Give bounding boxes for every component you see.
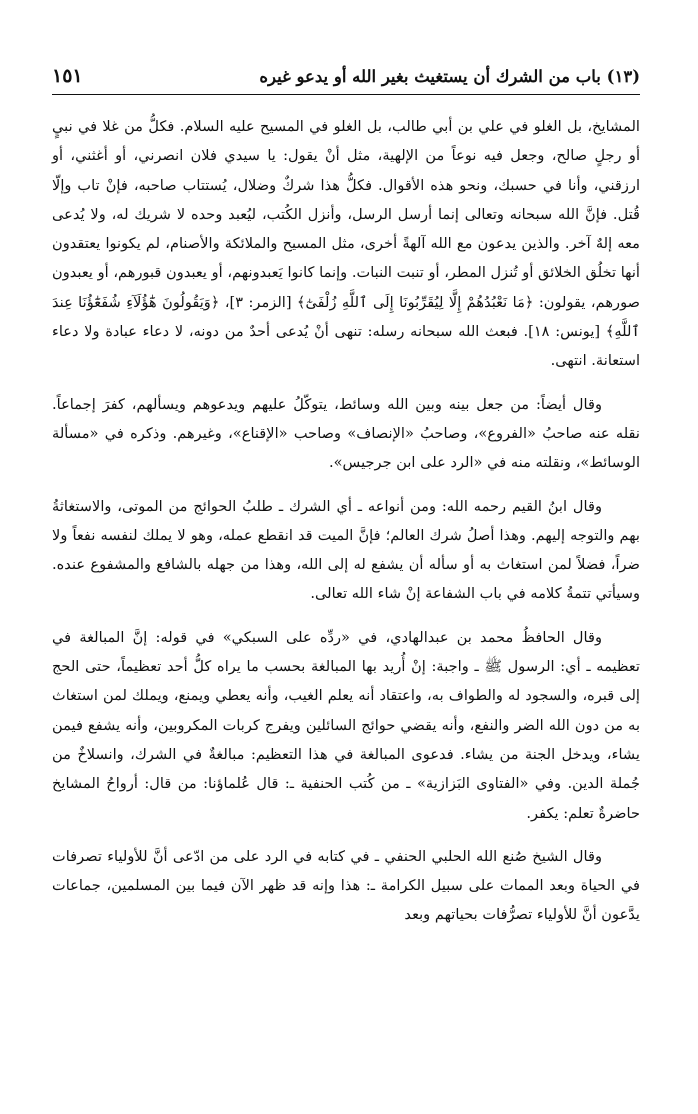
paragraph-gap bbox=[52, 376, 640, 390]
paragraph-gap bbox=[52, 609, 640, 623]
page-body bbox=[52, 112, 640, 930]
paragraph-gap bbox=[52, 828, 640, 842]
paragraph-gap bbox=[52, 478, 640, 492]
paragraph-4: وقال الحافظُ محمد بن عبدالهادي، في «ردِّه على السبكي» في قوله: إنَّ المبالغة في تعظيمه ـ أي: الرسول ﷺ ـ واجبة: إنْ أُريد بها المبالغة بحسب ما يراه كلُّ أحد تعظيماً، حتى الحج إلى قبره، والسجود له والطواف به، واعتقاد أنه يعلم الغيب، وأنه يعطي ويمنع، ويملك لمن استغاث به من دون الله الضر والنفع، وأنه يقضي حوائج السائلين ويفرج كربات المكروبين، وأنه يشفع فيمن يشاء، ويدخل الجنة من يشاء. فدعوى المبالغة في هذا التعظيم: مبالغةٌ في الشرك، وانسلاخٌ من جُملة الدين. وفي «الفتاوى البَزازية» ـ من كُتب الحنفية ـ: قال عُلماؤنا: من قال: أرواحُ المشايخ حاضرةٌ تعلم: يكفر. bbox=[52, 628, 640, 822]
chapter-title: (١٣) باب من الشرك أن يستغيث بغير الله أو يدعو غيره bbox=[259, 66, 640, 86]
paragraph-3: وقال ابنُ القيم رحمه الله: ومن أنواعه ـ أي الشرك ـ طلبُ الحوائج من الموتى، والاستغاثةُ بهم والتوجه إليهم. وهذا أصلُ شرك العالم؛ فإنَّ الميت قد انقطع عمله، وهو لا يملك لنفسه نفعاً ولا ضراً، فضلاً لمن استغاث به أو سأله أن يشفع له إلى الله، وهذا من جهله بالشافع والمشفوع عنده. وسيأتي تتمةُ كلامه في باب الشفاعة إنْ شاء الله تعالى. bbox=[52, 497, 640, 603]
running-header bbox=[52, 58, 640, 95]
paragraph-1: المشايخ، بل الغلو في علي بن أبي طالب، بل الغلو في المسيح عليه السلام. فكلُّ من غلا في نبيٍ أو رجلٍ صالح، وجعل فيه نوعاً من الإلهية، مثل أنْ يقول: يا سيدي فلان انصرني، أو أغثني، أو ارزقني، وأنا في حسبك، ونحو هذه الأقوال. فكلُّ هذا شركٌ وضلال، يُستتاب صاحبه، فإنْ تاب وإلّا قُتل. فإنَّ الله سبحانه وتعالى إنما أرسل الرسل، وأنزل الكُتب، ليُعبد وحده لا شريك له، ولا يُدعى معه إلهٌ آخر. والذين يدعون مع الله آلهةً أخرى، مثل المسيح والملائكة والأصنام، لم يكونوا يعتقدون أنها تخلُق الخلائق أو تُنزل المطر، أو تنبت النبات. وإنما كانوا يَعبدونهم، أو يعبدون قبورهم، أو يعبدون صورهم، يقولون: ﴿مَا نَعْبُدُهُمْ إِلَّا لِيُقَرِّبُونَا إِلَى ٱللَّهِ زُلْفَىٰٓ﴾ [الزمر: ٣]، ﴿وَيَقُولُونَ هَٰٓؤُلَآءِ شُفَعَٰٓؤُنَا عِندَ ٱللَّهِ﴾ [يونس: ١٨]. فبعث الله سبحانه رسله: تنهى أنْ يُدعى أحدٌ من دونه، لا دعاء عبادة ولا دعاء استعانة. انتهى. bbox=[52, 118, 640, 370]
paragraph-5: وقال الشيخ صُنع الله الحلبي الحنفي ـ في كتابه في الرد على من ادّعى أنَّ للأولياء تصرفات في الحياة وبعد الممات على سبيل الكرامة ـ: هذا وإنه قد ظهر الآن فيما بين المسلمين، جماعات يدَّعون أنَّ للأولياء تصرُّفات بحياتهم وبعد bbox=[52, 847, 640, 924]
page-number: ١٥١ bbox=[52, 65, 83, 87]
paragraph-2: وقال أيضاً: من جعل بينه وبين الله وسائط، يتوكّلُ عليهم ويدعوهم ويسألهم، كفرَ إجماعاً. نقله عنه صاحبُ «الفروع»، وصاحبُ «الإنصاف» وصاحب «الإقناع»، وغيرهم. وذكره في «مسألة الوسائط»، ونقلته منه في «الرد على ابن جرجيس». bbox=[52, 395, 640, 472]
